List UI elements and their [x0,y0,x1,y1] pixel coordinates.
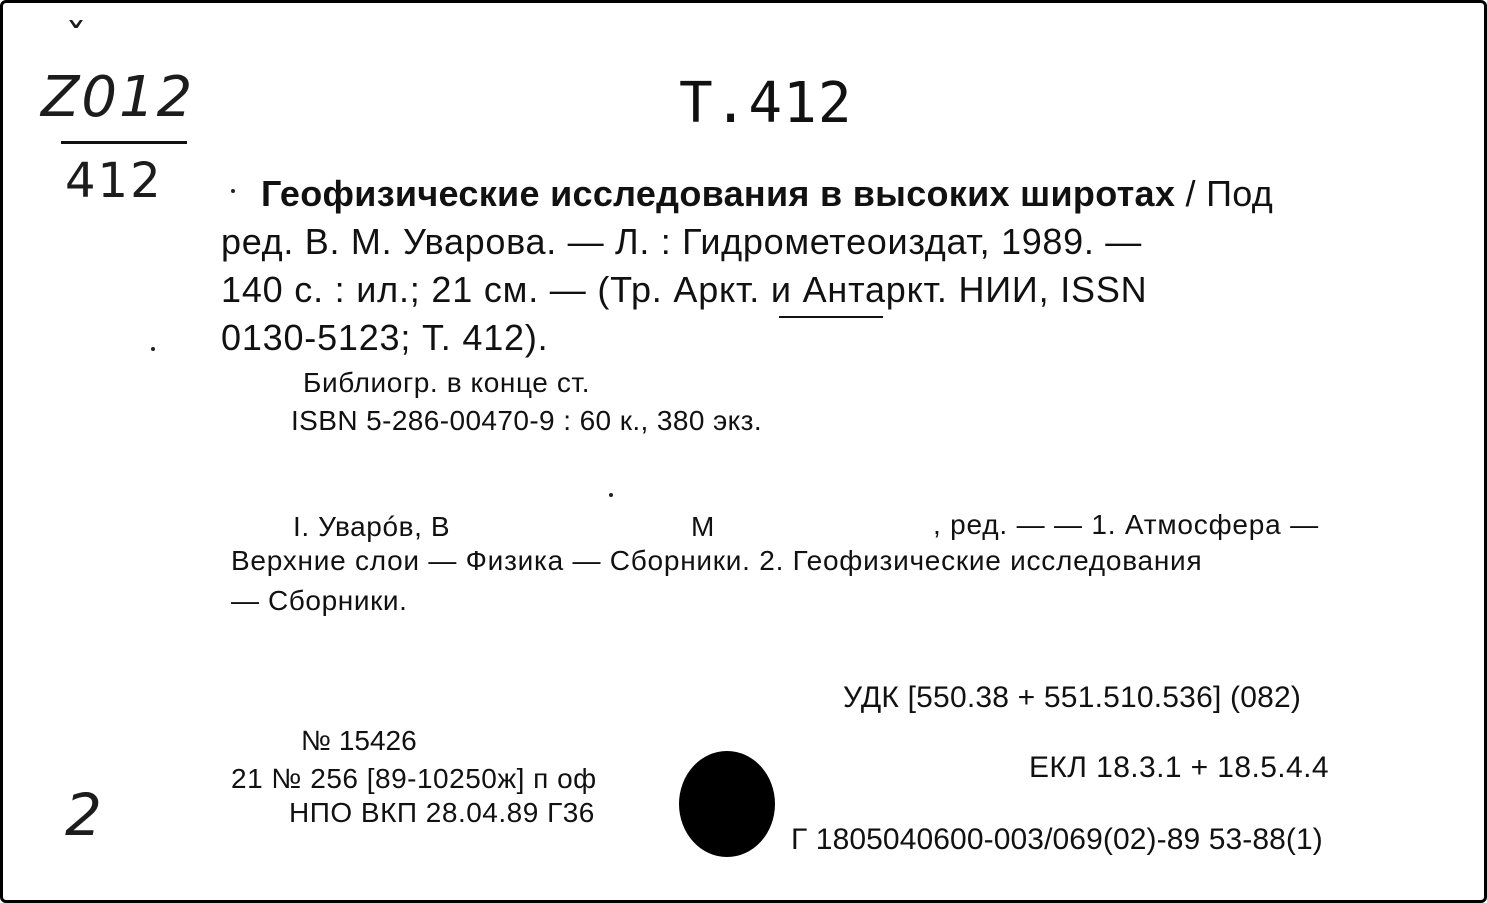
arkt-underline [779,316,883,318]
g-code: Г 1805040600-003/069(02)-89 53-88(1) [791,823,1323,856]
note-isbn: ISBN 5-286-00470-9 : 60 к., 380 экз. [291,405,763,436]
title-line-3: 140 с. : ил.; 21 см. — (Тр. Аркт. и Антаркт. НИИ, ISSN [221,269,1148,310]
stray-dot [231,189,235,193]
shelf-mark-bottom: 412 [65,153,163,209]
order-number: № 15426 [301,725,417,756]
handwritten-mark: 2 [65,781,102,849]
title-bold: Геофизические исследования в высоких широтах [261,173,1176,214]
tracing-line-1a: I. Уварóв, В [293,511,451,542]
tracing-line-3: — Сборники. [231,585,408,616]
shelf-mark-accent: ˇ [65,15,87,66]
note-bibliography: Библиогр. в конце ст. [303,367,591,398]
ekl-code: ЕКЛ 18.3.1 + 18.5.4.4 [1029,751,1329,784]
stray-dot [151,347,155,351]
tracing-line-2: Верхние слои — Физика — Сборники. 2. Геофизические исследования [231,545,1203,576]
title-rest: / Под [1175,173,1274,214]
title-line-1 [261,173,1273,215]
shelf-mark-divider [61,141,187,144]
tracing-line-1b: М [691,511,715,542]
title-line-2: ред. В. М. Уварова. — Л. : Гидрометеоиздат, 1989. — [221,221,1142,262]
print-line-2: НПО ВКП 28.04.89 Г36 [289,797,595,828]
udk-code: УДК [550.38 + 551.510.536] (082) [843,681,1302,714]
shelf-mark-top: Z012 [41,65,195,130]
print-line-1: 21 № 256 [89-10250ж] п оф [231,763,597,794]
punch-hole [679,751,775,857]
header-code: Т.412 [679,71,853,136]
tracing-line-1c: , ред. — — 1. Атмосфера — [933,509,1319,540]
title-line-4: 0130-5123; Т. 412). [221,317,549,358]
stray-dot [609,493,613,497]
